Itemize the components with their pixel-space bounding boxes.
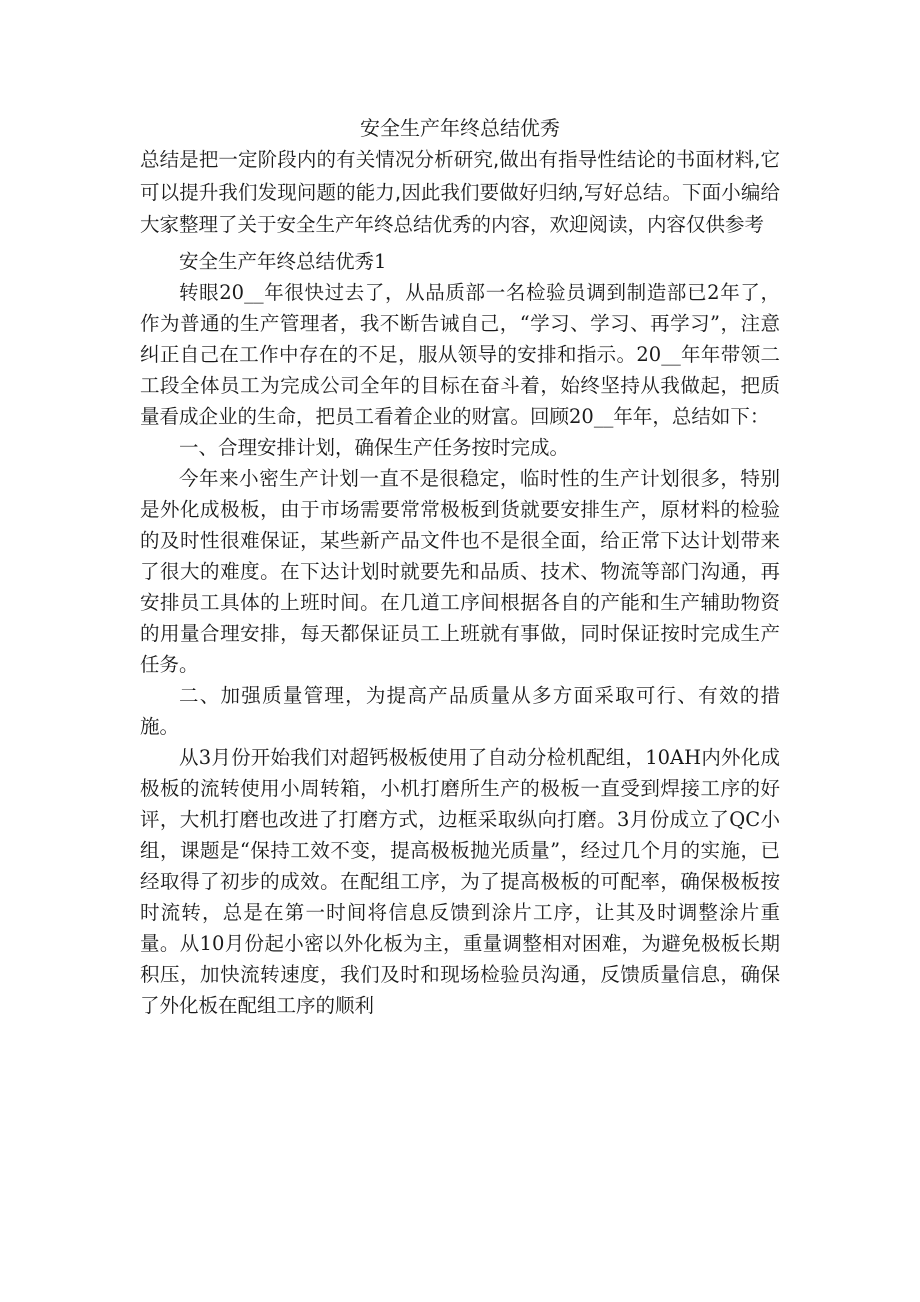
subsection-heading: 二、加强质量管理，为提高产品质量从多方面采取可行、有效的措施。: [140, 683, 780, 738]
document-title: 安全生产年终总结优秀: [360, 116, 560, 140]
body-paragraph: 转眼20__年很快过去了，从品质部一名检验员调到制造部已2年了，作为普通的生产管理者，我不断告诫自己，“学习、学习、再学习”，注意纠正自己在工作中存在的不足，服从领导的安排和指示。20__年年带领二工段全体员工为完成公司全年的目标在奋斗着，始终坚持从我做起，把质量看成企业的生命，把员工看着企业的财富。回顾20__年年，总结如下：: [140, 280, 780, 428]
body-paragraph: 今年来小密生产计划一直不是很稳定，临时性的生产计划很多，特别是外化成极板，由于市场需要常常极板到货就要安排生产，原材料的检验的及时性很难保证，某些新产品文件也不是很全面，给正常下达计划带来了很大的难度。在下达计划时就要先和品质、技术、物流等部门沟通，再安排员工具体的上班时间。在几道工序间根据各自的产能和生产辅助物资的用量合理安排，每天都保证员工上班就有事做，同时保证按时完成生产任务。: [140, 466, 780, 676]
subsection-heading: 一、合理安排计划，确保生产任务按时完成。: [179, 435, 570, 459]
section-title: 安全生产年终总结优秀1: [179, 249, 387, 273]
intro-paragraph: 总结是把一定阶段内的有关情况分析研究,做出有指导性结论的书面材料,它可以提升我们发现问题的能力,因此我们要做好归纳,写好总结。下面小编给大家整理了关于安全生产年终总结优秀的内容，欢迎阅读，内容仅供参考: [140, 148, 780, 236]
body-paragraph: 从3月份开始我们对超钙极板使用了自动分检机配组，10AH内外化成极板的流转使用小周转箱，小机打磨所生产的极板一直受到焊接工序的好评，大机打磨也改进了打磨方式，边框采取纵向打磨。3月份成立了QC小组，课题是“保持工效不变，提高极板抛光质量”，经过几个月的实施，已经取得了初步的成效。在配组工序，为了提高极板的可配率，确保极板按时流转，总是在第一时间将信息反馈到涂片工序，让其及时调整涂片重量。从10月份起小密以外化板为主，重量调整相对困难，为避免极板长期积压，加快流转速度，我们及时和现场检验员沟通，反馈质量信息，确保了外化板在配组工序的顺利: [140, 745, 780, 1017]
document-page: [140, 112, 780, 1021]
